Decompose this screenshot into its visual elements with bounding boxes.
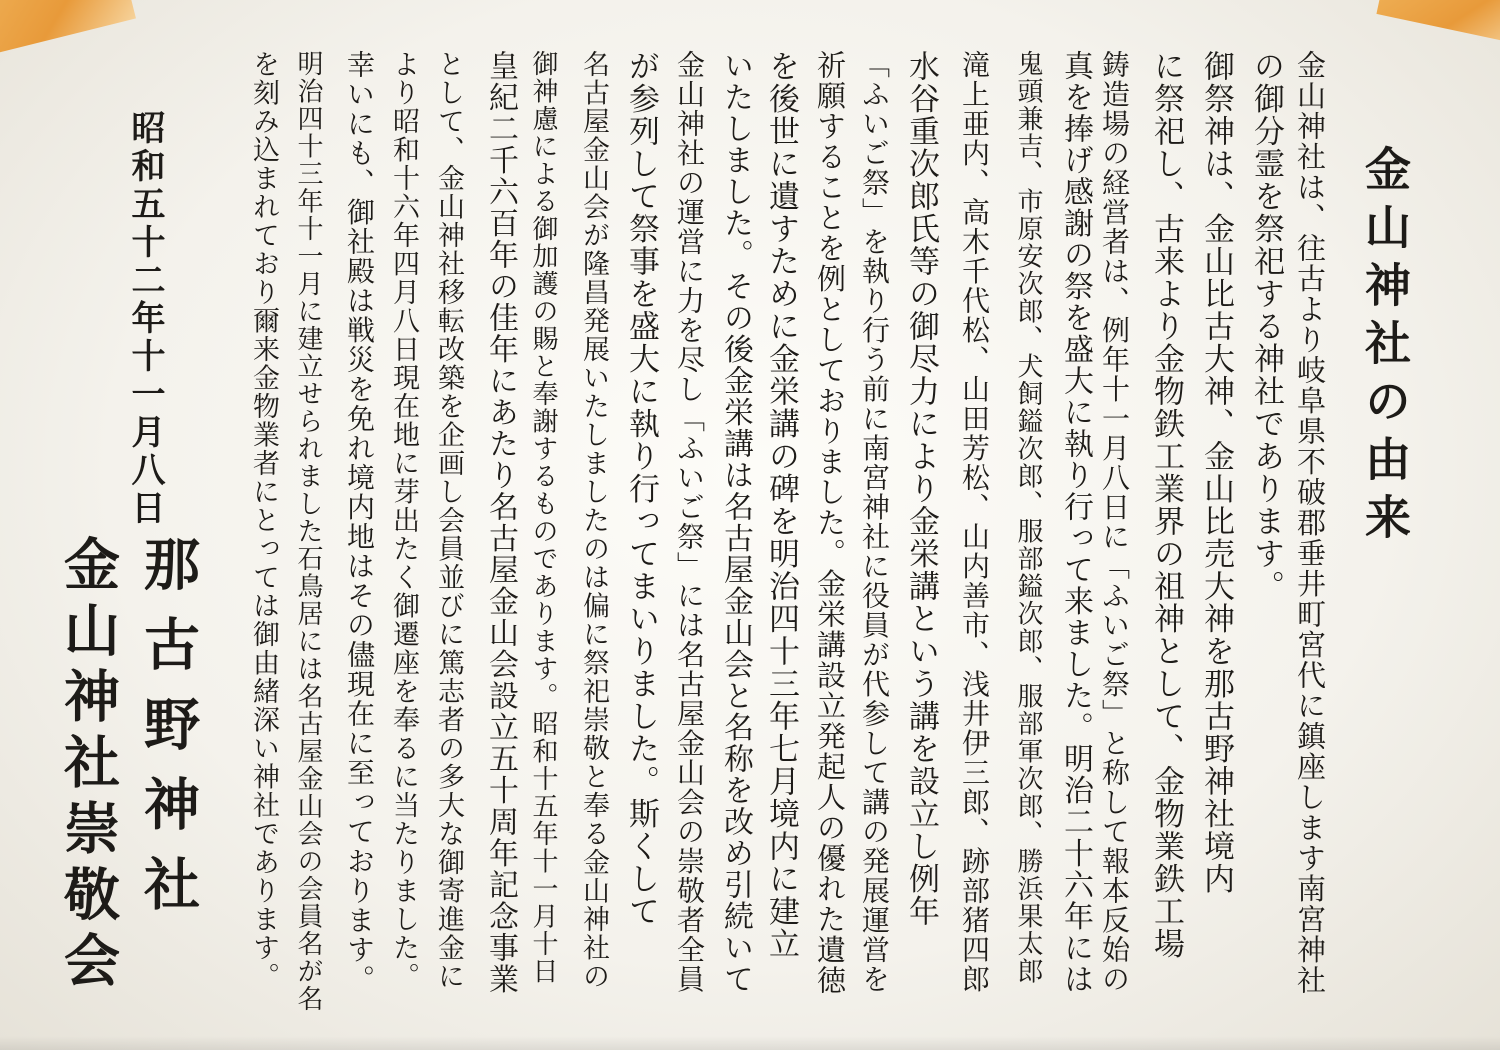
shrine-name: 那古野神社 bbox=[135, 535, 201, 935]
frame-corner-top-right bbox=[1376, 0, 1500, 45]
body-line-10: 「ふいご祭」を執り行う前に南宮神社に役員が代参して講の発展運営を bbox=[858, 50, 891, 994]
body-line-13: いたしました。その後金栄講は名古屋金山会と名称を改め引続いて bbox=[718, 50, 753, 995]
date-line: 昭和五十二年十一月八日 bbox=[125, 110, 165, 528]
body-line-19: として、金山神社移転改築を企画し会員並びに篤志者の多大な御寄進金に bbox=[433, 50, 464, 991]
body-line-2: の御分霊を祭祀する神社であります。 bbox=[1248, 50, 1284, 603]
body-line-15: が参列して祭事を盛大に執り行ってまいりました。斯くして bbox=[623, 50, 659, 928]
body-line-11: 祈願することを例としておりました。金栄講設立発起人の優れた遺徳 bbox=[813, 50, 847, 996]
body-line-9: 水谷重次郎氏等の御尽力により金栄講という講を設立し例年 bbox=[903, 50, 939, 928]
body-line-21: 幸いにも、御社殿は戦災を免れ境内地はその儘現在に至っております。 bbox=[343, 50, 376, 994]
body-line-3: 御祭神は、金山比古大神、金山比売大神を那古野神社境内 bbox=[1198, 50, 1234, 895]
sign-title: 金山神社の由来 bbox=[1358, 145, 1412, 551]
body-line-14: 金山神社の運営に力を尽し「ふいご祭」には名古屋金山会の崇敬者全員 bbox=[673, 50, 706, 994]
board-bottom-shadow bbox=[0, 1036, 1500, 1050]
body-line-17: 御神慮による御加護の賜と奉謝するものであります。昭和十五年十一月十日 bbox=[528, 50, 558, 985]
body-line-7: 鬼頭兼吉、市原安次郎、犬飼鎰次郎、服部鎰次郎、服部軍次郎、勝浜果太郎 bbox=[1013, 50, 1043, 985]
frame-corner-top-left bbox=[0, 0, 136, 60]
body-line-6: 真を捧げ感謝の祭を盛大に執り行って来ました。明治二十六年には bbox=[1058, 50, 1093, 995]
body-line-18: 皇紀二千六百年の佳年にあたり名古屋金山会設立五十周年記念事業 bbox=[483, 50, 518, 995]
body-line-12: を後世に遺すために金栄講の碑を明治四十三年七月境内に建立 bbox=[763, 50, 799, 960]
body-line-1: 金山神社は、往古より岐阜県不破郡垂井町宮代に鎮座します南宮神社 bbox=[1293, 50, 1327, 996]
body-line-8: 滝上亜内、高木千代松、山田芳松、山内善市、浅井伊三郎、跡部猪四郎 bbox=[958, 50, 991, 994]
society-name: 金山神社崇敬会 bbox=[55, 535, 121, 997]
body-line-20: より昭和十六年四月八日現在地に芽出たく御遷座を奉るに当たりました。 bbox=[388, 50, 419, 991]
body-line-5: 鋳造場の経営者は、例年十一月八日に「ふいご祭」と称して報本反始の bbox=[1098, 50, 1131, 994]
body-line-22: 明治四十三年十一月に建立せられました石鳥居には名古屋金山会の会員名が名 bbox=[293, 50, 323, 1013]
body-line-4: に祭祀し、古来より金物鉄工業界の祖神として、金物業鉄工場 bbox=[1148, 50, 1184, 960]
body-line-23: を刻み込まれており爾来金物業者にとっては御由緒深い神社であります。 bbox=[248, 50, 279, 991]
body-line-16: 名古屋金山会が隆昌発展いたしましたのは偏に祭祀崇敬と奉る金山神社の bbox=[578, 50, 609, 991]
